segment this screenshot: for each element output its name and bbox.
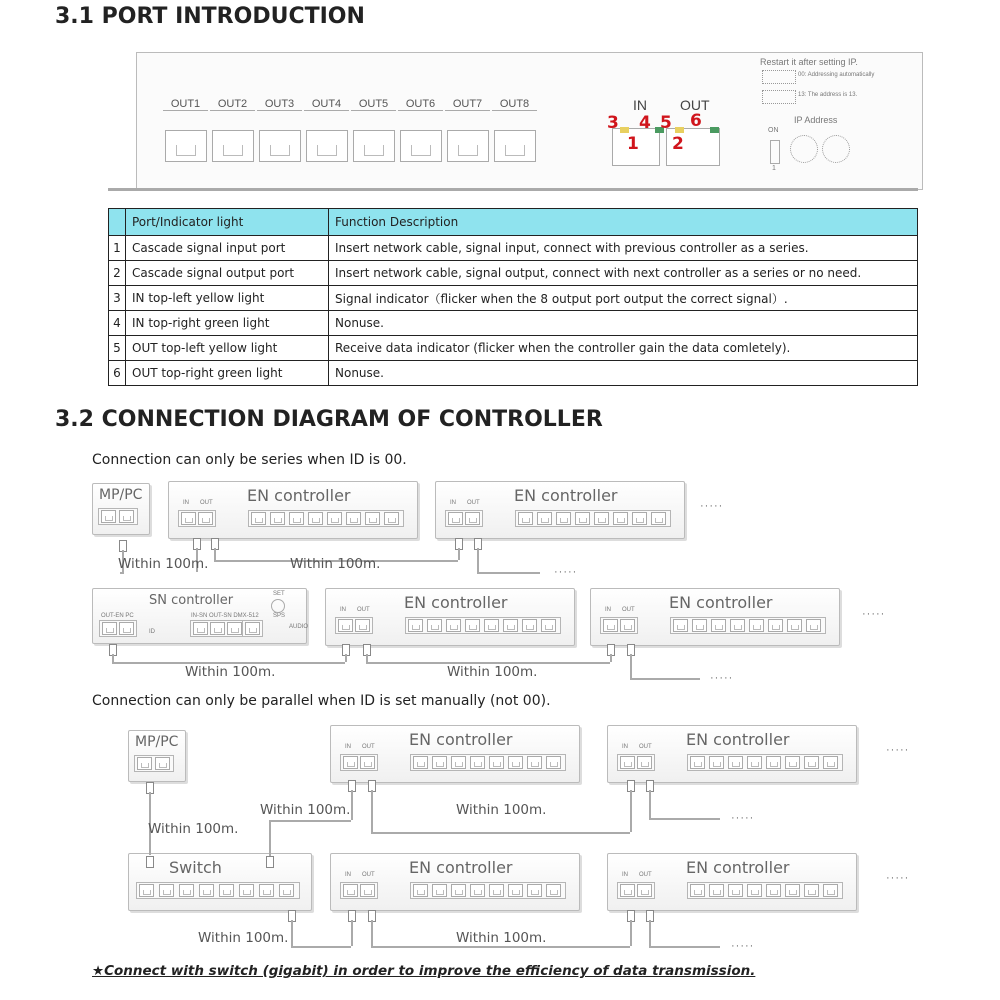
table-cell-num: 6 (109, 361, 126, 386)
table-cell-port: OUT top-right green light (126, 361, 329, 386)
mp-pc-label: MP/PC (135, 734, 179, 750)
rj45-port-icon (709, 756, 724, 769)
rj45-port-icon (613, 512, 628, 525)
distance-label: Within 100m. (456, 930, 547, 946)
rj45-port-icon (804, 756, 819, 769)
table-cell-num: 5 (109, 336, 126, 361)
in-port-label: IN (633, 97, 647, 113)
distance-label: Within 100m. (456, 802, 547, 818)
sn-sps-label: SPS (273, 613, 286, 619)
rj45-port-icon (308, 512, 323, 525)
network-cable (649, 946, 720, 948)
rj45-port-icon (465, 512, 480, 525)
marker-1: 1 (627, 134, 639, 154)
en-controller (168, 481, 418, 539)
dip-switch (770, 140, 780, 164)
rj45-port-icon (730, 619, 745, 632)
table-row (109, 286, 918, 311)
sn-port-labels-left: OUT-EN PC (101, 613, 134, 619)
rj45-port-icon (432, 756, 447, 769)
series-note: Connection can only be series when ID is 00. (92, 452, 407, 468)
rj45-port-icon (541, 619, 556, 632)
table-header-function: Function Description (329, 209, 918, 236)
distance-label: Within 100m. (260, 802, 351, 818)
out-port-jack (212, 130, 254, 162)
en-controller (607, 725, 857, 783)
in-port-small-label: IN (605, 607, 611, 613)
in-port-small-label: IN (622, 744, 628, 750)
in-port-small-label: IN (340, 607, 346, 613)
rj45-port-icon (451, 884, 466, 897)
continuation-dots: ····· (554, 566, 578, 578)
rj45-port-icon (546, 756, 561, 769)
rj45-port-icon (508, 884, 523, 897)
network-cable (214, 548, 216, 560)
distance-label: Within 100m. (118, 556, 209, 572)
sn-set-knob-icon (271, 599, 285, 613)
distance-label: Within 100m. (148, 821, 239, 837)
out-port-small-label: OUT (362, 744, 375, 750)
rj45-port-icon (408, 619, 423, 632)
rj45-port-icon (603, 619, 618, 632)
rj45-port-icon (470, 756, 485, 769)
rj45-port-icon (227, 622, 242, 635)
rj45-port-icon (620, 756, 635, 769)
rj45-port-icon (632, 512, 647, 525)
network-cable (269, 820, 271, 856)
rj45-port-icon (360, 884, 375, 897)
dip-note-1: 00: Addressing automatically (798, 72, 875, 78)
sn-set-label: SET (273, 591, 285, 597)
rj45-port-icon (251, 512, 266, 525)
rj45-port-icon (673, 619, 688, 632)
out-port-jack (165, 130, 207, 162)
continuation-dots: ····· (710, 672, 734, 684)
rj45-port-icon (806, 619, 821, 632)
en-controller (607, 853, 857, 911)
rj45-port-icon (768, 619, 783, 632)
network-cable (649, 920, 651, 946)
out-port-jack (259, 130, 301, 162)
rj45-port-icon (159, 884, 174, 897)
table-row (109, 311, 918, 336)
out-yellow-light (675, 127, 684, 133)
continuation-dots: ····· (886, 744, 910, 756)
rj45-port-icon (787, 619, 802, 632)
network-cable (630, 790, 632, 832)
rj45-port-icon (199, 884, 214, 897)
table-cell-port: Cascade signal input port (126, 236, 329, 261)
en-controller-label: EN controller (409, 858, 513, 877)
rj45-port-icon (766, 756, 781, 769)
rj45-port-icon (465, 619, 480, 632)
table-cell-port: Cascade signal output port (126, 261, 329, 286)
rj45-port-icon (546, 884, 561, 897)
en-controller-label: EN controller (514, 486, 618, 505)
out-port-jack (494, 130, 536, 162)
rj45-port-icon (489, 884, 504, 897)
out-port-label: OUT6 (398, 98, 443, 111)
network-cable (610, 654, 612, 662)
rj45-port-icon (527, 884, 542, 897)
rj45-port-icon (139, 884, 154, 897)
rj45-port-icon (785, 884, 800, 897)
rj45-port-icon (690, 884, 705, 897)
marker-6: 6 (690, 111, 702, 131)
rj45-port-icon (527, 756, 542, 769)
marker-4: 4 (639, 113, 651, 133)
table-row (109, 261, 918, 286)
rj45-port-icon (766, 884, 781, 897)
table-cell-num: 1 (109, 236, 126, 261)
rj45-port-icon (451, 756, 466, 769)
network-cable (371, 920, 373, 946)
rj45-port-icon (181, 512, 196, 525)
rj45-port-icon (179, 884, 194, 897)
rj45-port-icon (413, 756, 428, 769)
in-port-small-label: IN (183, 500, 189, 506)
network-cable (371, 946, 630, 948)
hardware-base-line (108, 188, 918, 191)
rj45-port-icon (503, 619, 518, 632)
out-port-jack (306, 130, 348, 162)
dip-one-label: 1 (772, 165, 776, 172)
table-cell-port: IN top-left yellow light (126, 286, 329, 311)
sn-controller-label: SN controller (149, 593, 234, 608)
footer-note: ★Connect with switch (gigabit) in order to improve the efficiency of data transmission. (92, 963, 756, 979)
sn-id-label: ID (149, 629, 155, 635)
out-port-small-label: OUT (467, 500, 480, 506)
rj45-port-icon (338, 619, 353, 632)
rj45-port-icon (343, 884, 358, 897)
rj45-port-icon (102, 622, 117, 635)
rj45-port-icon (137, 757, 152, 770)
rj45-port-icon (360, 756, 375, 769)
rj45-port-icon (470, 884, 485, 897)
mp-pc-label: MP/PC (99, 487, 143, 503)
rj45-port-icon (448, 512, 463, 525)
in-yellow-light (620, 127, 629, 133)
section-title-connection-diagram: 3.2 CONNECTION DIAGRAM OF CONTROLLER (55, 407, 603, 432)
rj45-port-icon (489, 756, 504, 769)
table-cell-desc: Insert network cable, signal input, connect with previous controller as a series. (329, 236, 918, 261)
table-header-num (109, 209, 126, 236)
rj45-port-icon (343, 756, 358, 769)
distance-label: Within 100m. (198, 930, 289, 946)
mp-pc-device (128, 730, 186, 782)
rj45-port-icon (101, 510, 116, 523)
mp-pc-device (92, 483, 150, 535)
network-cable (269, 820, 351, 822)
dip-note-2: 13: The address is 13. (798, 92, 858, 98)
port-description-table (108, 208, 918, 386)
table-cell-num: 3 (109, 286, 126, 311)
rj45-port-icon (747, 884, 762, 897)
network-cable (371, 790, 373, 832)
rj45-port-icon (239, 884, 254, 897)
out-port-small-label: OUT (362, 872, 375, 878)
rj45-port-icon (518, 512, 533, 525)
network-switch (128, 853, 312, 911)
rj45-port-icon (270, 512, 285, 525)
in-port-small-label: IN (622, 872, 628, 878)
network-cable (649, 790, 651, 818)
continuation-dots: ····· (731, 812, 755, 824)
network-cable (649, 818, 720, 820)
rj45-port-icon (522, 619, 537, 632)
rj45-port-icon (484, 619, 499, 632)
table-header-row (109, 209, 918, 236)
section-title-port-introduction: 3.1 PORT INTRODUCTION (55, 4, 365, 29)
en-controller-label: EN controller (247, 486, 351, 505)
rj45-port-icon (327, 512, 342, 525)
continuation-dots: ····· (862, 608, 886, 620)
en-controller-label: EN controller (686, 858, 790, 877)
rj45-port-icon (728, 884, 743, 897)
table-cell-desc: Insert network cable, signal output, connect with next controller as a series or no need. (329, 261, 918, 286)
rj45-port-icon (804, 884, 819, 897)
rj45-port-icon (446, 619, 461, 632)
rj45-port-icon (355, 619, 370, 632)
marker-3: 3 (607, 113, 619, 133)
network-cable (458, 548, 460, 560)
on-label: ON (768, 127, 779, 134)
switch-label: Switch (169, 858, 222, 877)
sn-audio-label: AUDIO (289, 624, 309, 630)
en-controller-label: EN controller (686, 730, 790, 749)
out-port-label: OUT1 (163, 98, 208, 111)
table-cell-num: 4 (109, 311, 126, 336)
en-controller (330, 853, 580, 911)
network-cable (291, 946, 351, 948)
out-port-label: OUT4 (304, 98, 349, 111)
rj45-port-icon (575, 512, 590, 525)
distance-label: Within 100m. (185, 664, 276, 680)
en-controller-label: EN controller (404, 593, 508, 612)
rj45-port-icon (245, 622, 260, 635)
rj45-port-icon (620, 884, 635, 897)
network-cable (477, 548, 479, 572)
network-cable (477, 572, 540, 574)
rotary-switch-ones-icon (822, 135, 850, 163)
table-cell-port: OUT top-left yellow light (126, 336, 329, 361)
rj45-port-icon (193, 622, 208, 635)
rj45-port-icon (198, 512, 213, 525)
out-port-small-label: OUT (622, 607, 635, 613)
en-controller (325, 588, 575, 646)
out-port-jack (447, 130, 489, 162)
out-port-label: OUT (680, 97, 710, 113)
distance-label: Within 100m. (290, 556, 381, 572)
table-row (109, 236, 918, 261)
rj45-port-icon (155, 757, 170, 770)
out-port-label: OUT2 (210, 98, 255, 111)
dip-switch-sample-2 (762, 90, 796, 104)
marker-5: 5 (660, 113, 672, 133)
out-port-small-label: OUT (639, 744, 652, 750)
rj45-port-icon (210, 622, 225, 635)
continuation-dots: ····· (886, 872, 910, 884)
rj45-port-icon (508, 756, 523, 769)
out-port-jack (400, 130, 442, 162)
network-cable (345, 654, 347, 662)
out-port-label: OUT3 (257, 98, 302, 111)
rj45-port-icon (289, 512, 304, 525)
rj45-port-icon (690, 756, 705, 769)
rj45-port-icon (537, 512, 552, 525)
en-controller-label: EN controller (409, 730, 513, 749)
en-controller-label: EN controller (669, 593, 773, 612)
sn-port-labels-right: IN-SN OUT-SN DMX-512 (191, 613, 259, 619)
table-cell-desc: Nonuse. (329, 361, 918, 386)
rj45-port-icon (823, 756, 838, 769)
en-controller (330, 725, 580, 783)
out-port-small-label: OUT (639, 872, 652, 878)
en-controller (435, 481, 685, 539)
ip-address-label: IP Address (794, 115, 838, 125)
rj45-port-icon (692, 619, 707, 632)
rj45-port-icon (709, 884, 724, 897)
rj45-port-icon (219, 884, 234, 897)
network-cable (112, 654, 114, 662)
rj45-port-icon (637, 756, 652, 769)
distance-label: Within 100m. (447, 664, 538, 680)
marker-2: 2 (672, 134, 684, 154)
rj45-port-icon (823, 884, 838, 897)
table-row (109, 361, 918, 386)
table-row (109, 336, 918, 361)
in-port-small-label: IN (450, 500, 456, 506)
rj45-port-icon (749, 619, 764, 632)
cable-plug-icon (146, 856, 154, 868)
network-cable (291, 920, 293, 946)
rj45-port-icon (785, 756, 800, 769)
network-cable (351, 790, 353, 820)
network-cable (120, 572, 124, 574)
network-cable (366, 654, 368, 662)
table-cell-num: 2 (109, 261, 126, 286)
in-port-small-label: IN (345, 872, 351, 878)
in-port-small-label: IN (345, 744, 351, 750)
dip-switch-sample-1 (762, 70, 796, 84)
out-port-small-label: OUT (357, 607, 370, 613)
restart-note: Restart it after setting IP. (760, 57, 858, 67)
out-port-label: OUT7 (445, 98, 490, 111)
out-port-label: OUT5 (351, 98, 396, 111)
rj45-port-icon (594, 512, 609, 525)
rj45-port-icon (556, 512, 571, 525)
rj45-port-icon (259, 884, 274, 897)
rj45-port-icon (384, 512, 399, 525)
table-cell-desc: Nonuse. (329, 311, 918, 336)
table-header-port: Port/Indicator light (126, 209, 329, 236)
rj45-port-icon (119, 510, 134, 523)
rj45-port-icon (620, 619, 635, 632)
network-cable (371, 832, 630, 834)
out-green-light (710, 127, 719, 133)
rj45-port-icon (413, 884, 428, 897)
network-cable (630, 654, 632, 678)
table-cell-port: IN top-right green light (126, 311, 329, 336)
rj45-port-icon (279, 884, 294, 897)
parallel-note: Connection can only be parallel when ID is set manually (not 00). (92, 693, 551, 709)
rj45-port-icon (637, 884, 652, 897)
table-cell-desc: Signal indicator（flicker when the 8 output port output the correct signal）. (329, 286, 918, 311)
rj45-port-icon (365, 512, 380, 525)
table-cell-desc: Receive data indicator (flicker when the controller gain the data comletely). (329, 336, 918, 361)
out-port-small-label: OUT (200, 500, 213, 506)
rj45-port-icon (651, 512, 666, 525)
continuation-dots: ····· (700, 500, 724, 512)
network-cable (630, 678, 700, 680)
network-cable (351, 920, 353, 946)
sn-controller (92, 588, 307, 644)
rj45-port-icon (432, 884, 447, 897)
network-cable (630, 920, 632, 946)
rj45-port-icon (711, 619, 726, 632)
cable-plug-icon (266, 856, 274, 868)
out-port-jack (353, 130, 395, 162)
rj45-port-icon (728, 756, 743, 769)
rotary-switch-tens-icon (790, 135, 818, 163)
rj45-port-icon (119, 622, 134, 635)
rj45-port-icon (427, 619, 442, 632)
rj45-port-icon (747, 756, 762, 769)
en-controller (590, 588, 840, 646)
continuation-dots: ····· (731, 940, 755, 952)
out-port-label: OUT8 (492, 98, 537, 111)
rj45-port-icon (346, 512, 361, 525)
